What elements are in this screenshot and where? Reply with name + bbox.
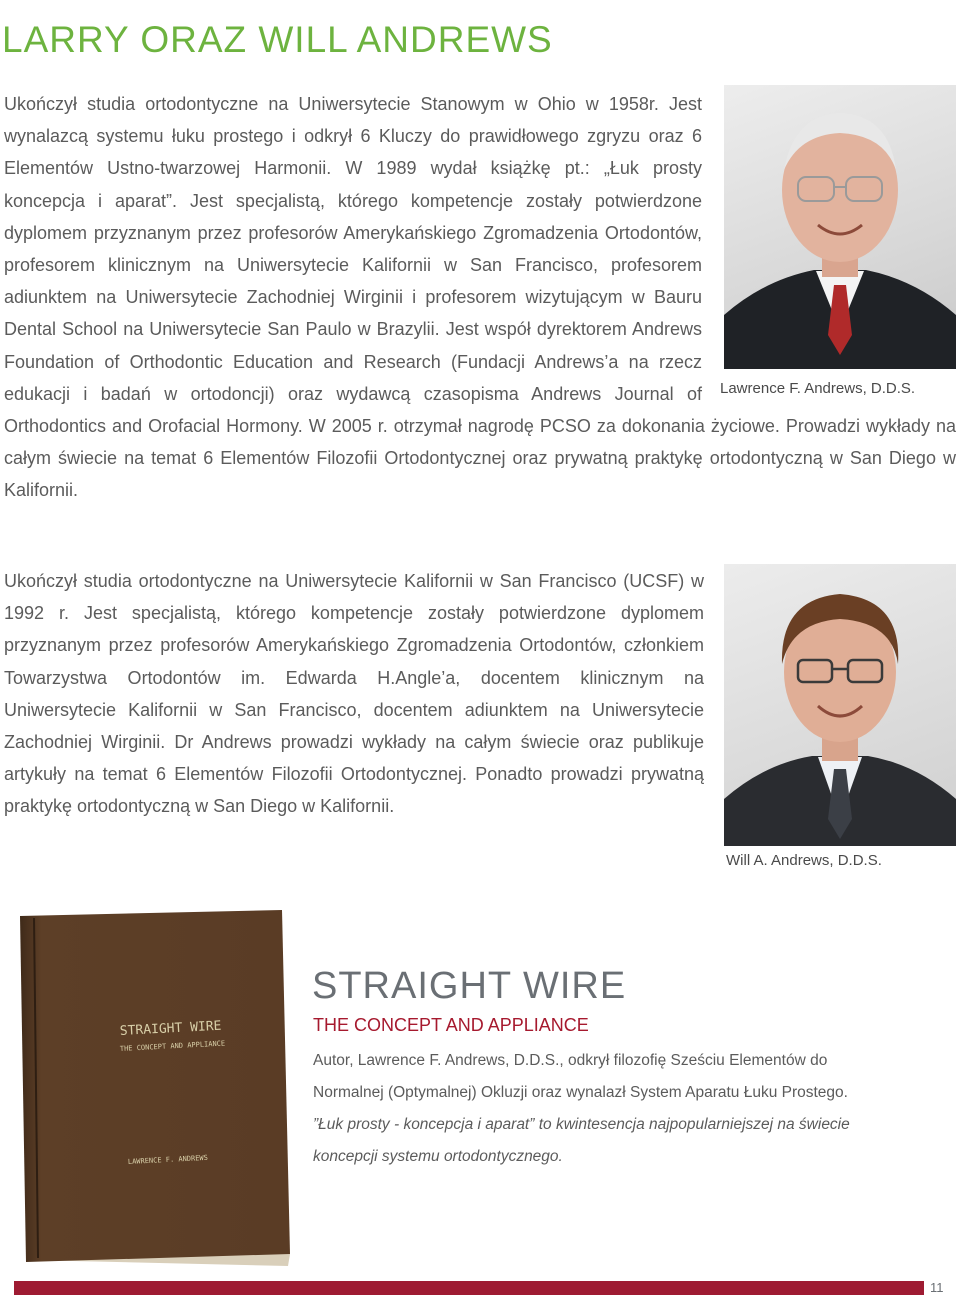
bio-lawrence-text: Ukończył studia ortodontyczne na Uniwersytecie Stanowym w Ohio w 1958r. Jest wynalazcą systemu łuku prostego i odkrył 6 Kluczy do prawidłowego zgryzu oraz 6 Elementów Ustno-twarzowej Harmonii. W 1989 wydał książkę pt.: „Łuk prosty koncepcja i aparat”. Jest specjalistą, którego kompetencje zostały potwierdzone dyplomem przyznanym przez profesorów Amerykańskiego Zgromadzenia Ortodontów, profesorem klinicznym na Uniwersytecie Kalifornii w San Francisco, profesorem adiunktem na Uniwersytecie Zachodniej Wirginii i profesorem wizytującym w Bauru Dental School na Uniwersytecie San Paulo w Brazylii. Jest współ dyrektorem Andrews Foundation of Orthodontic Education and Research (Fundacji Andrews’a na rzecz edukacji i badań w ortodoncji) oraz wydawcą czasopisma Andrews Journal of Orthodontics and Orofacial Hormony. W 2005 r. otrzymał nagrodę PCSO za dokonania życiowe. Prowadzi wykłady na całym świecie na temat 6 Elementów Filozofii Ortodontycznej oraz prywatną praktykę ortodontyczną w San Diego w Kalifornii. (4, 94, 956, 501)
book-desc-line-1: Autor, Lawrence F. Andrews, D.D.S., odkrył filozofię Sześciu Elementów do (313, 1052, 828, 1069)
caption-lawrence: Lawrence F. Andrews, D.D.S. (720, 380, 916, 397)
footer-bar (14, 1281, 924, 1295)
caption-will: Will A. Andrews, D.D.S. (726, 852, 882, 869)
book-quote-line-1: ”Łuk prosty - koncepcja i aparat” to kwintesencja najpopularniejszej na świecie (313, 1116, 850, 1133)
book-cover-author: LAWRENCE F. ANDREWS (127, 1153, 209, 1166)
page-number: 11 (930, 1280, 944, 1295)
book-quote-line-2: koncepcji systemu ortodontycznego. (313, 1148, 563, 1165)
book-cover-subtitle: THE CONCEPT AND APPLIANCE (119, 1039, 226, 1053)
book-subtitle: THE CONCEPT AND APPLIANCE (313, 1015, 589, 1035)
book-desc-line-2: Normalnej (Optymalnej) Okluzji oraz wynalazł System Aparatu Łuku Prostego. (313, 1084, 848, 1101)
portrait-will (724, 564, 956, 846)
portrait-lawrence (724, 85, 956, 369)
book-cover-title: STRAIGHT WIRE (119, 1018, 222, 1039)
book-title: STRAIGHT WIRE (312, 965, 627, 1007)
bio-will: Ukończył studia ortodontyczne na Uniwersytecie Kalifornii w San Francisco (UCSF) w 1992 r. Jest specjalistą, którego kompetencje zostały potwierdzone dyplomem przyznanym przez profesorów Amerykańskiego Zgromadzenia Ortodontów, członkiem Towarzystwa Ortodontów im. Edwarda H.Angle’a, docentem klinicznym na Uniwersytecie Kalifornii w San Francisco, docentem adiunktem na Uniwersytecie Zachodniej Wirginii. Dr Andrews prowadzi wykłady na całym świecie oraz publikuje artykuły na temat 6 Elementów Filozofii Ortodontycznej. Ponadto prowadzi prywatną praktykę ortodontyczną w San Diego w Kalifornii. (4, 571, 704, 817)
book-cover-image (20, 910, 304, 1270)
book-description (313, 1045, 933, 1173)
page-title: LARRY ORAZ WILL ANDREWS (2, 18, 553, 60)
portrait-lawrence-block (720, 85, 956, 397)
bio-lawrence (4, 88, 956, 507)
